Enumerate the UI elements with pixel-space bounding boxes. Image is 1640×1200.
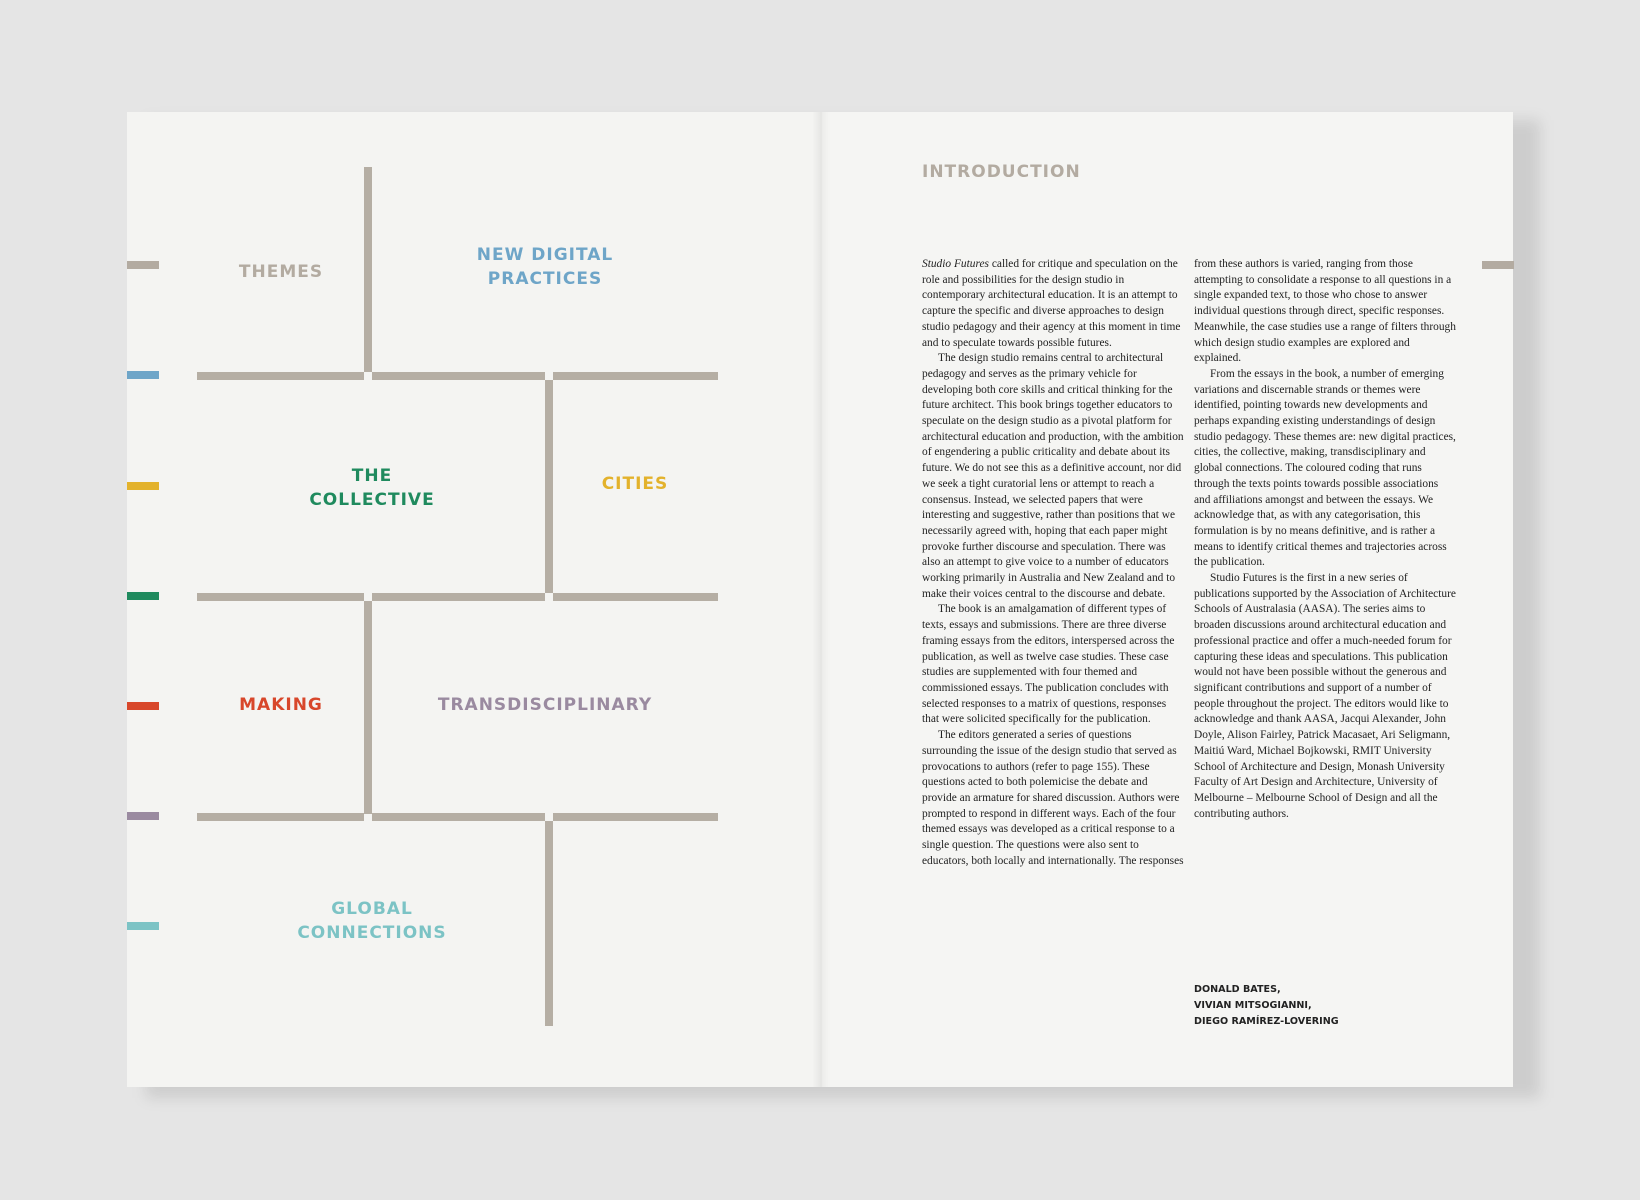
grid-vertical-line — [364, 167, 372, 372]
paragraph: The book is an amalgamation of different types of texts, essays and submissions. There are three diverse framing essays from the editors, interspersed across the publication, as well as twelve case studies. These case studies are supplemented with four themed and commissioned essays. The publication concludes with selected responses to a matrix of questions, responses that were solicited specifically for the publication. — [922, 603, 1175, 726]
tab-new-digital-practices — [127, 371, 159, 379]
grid-vertical-line — [364, 601, 372, 814]
label-new-digital-practices: NEW DIGITAL PRACTICES — [476, 245, 614, 289]
grid-horizontal-line — [372, 593, 545, 601]
tab-the-collective — [127, 592, 159, 600]
label-themes: THEMES — [238, 262, 324, 282]
grid-horizontal-line — [372, 813, 545, 821]
label-the-collective: THE COLLECTIVE — [309, 466, 435, 510]
paragraph — [922, 257, 1184, 351]
tab-global-connections — [127, 922, 159, 930]
paragraph: The editors generated a series of questions surrounding the issue of the design studio that served as provocations to authors (refer to page 155). These questions acted to both polemicise the debate and provide an armature for shared discussion. Authors were prompted to respond in different ways. Each of the four themed essays was developed as a critical response to a single question. The questions were also sent to educators, both locally and internationally. The responses — [922, 729, 1184, 867]
tab-right-edge — [1482, 261, 1514, 269]
text-column-1 — [922, 257, 1184, 869]
signature-line: DONALD BATES, — [1194, 984, 1281, 995]
page-title: INTRODUCTION — [922, 162, 1081, 182]
paragraph: Studio Futures is the first in a new series of publications supported by the Association of Architecture Schools of Australasia (AASA). The series aims to broaden discussions around architectural education and professional practice and offer a much-needed forum for capturing these ideas and speculations. This publication would not have been possible without the generous and significant contributions and support of a number of people throughout the project. The editors would like to acknowledge and thank AASA, Jacqui Alexander, John Doyle, Alison Fairley, Patrick Macasaet, Ari Seligmann, Maitiú Ward, Michael Bojkowski, RMIT University School of Architecture and Design, Monash University Faculty of Art Design and Architecture, University of Melbourne – Melbourne School of Design and all the contributing authors. — [1194, 572, 1456, 820]
editors-signature — [1194, 982, 1339, 1030]
label-transdisciplinary: TRANSDISCIPLINARY — [437, 695, 653, 715]
book-title-italic: Studio Futures — [922, 258, 989, 270]
book-gutter — [812, 112, 830, 1087]
tab-making — [127, 702, 159, 710]
grid-horizontal-line — [197, 593, 364, 601]
paragraph-text: called for critique and speculation on the role and possibilities for the design studio in contemporary architectural education. It is an attempt to capture the specific and diverse approaches to design studio pedagogy and their agency at this moment in time and to speculate towards possible futures. — [922, 258, 1181, 349]
label-cities: CITIES — [601, 474, 669, 494]
grid-vertical-line — [545, 380, 553, 593]
grid-horizontal-line — [197, 813, 364, 821]
paragraph: The design studio remains central to architectural pedagogy and serves as the primary vehicle for developing both core skills and critical thinking for the future architect. This book brings together educators to speculate on the design studio as a pivotal platform for architectural education and production, with the ambition of engendering a public criticality and debate about its future. We do not see this as a definitive account, nor did we seek a tight curatorial lens or attempt to reach a consensus. Instead, we selected papers that were interesting and suggestive, rather than positions that we necessarily agreed with, hoping that each paper might provoke further discourse and speculation. There was also an attempt to give voice to a number of educators working primarily in Australia and New Zealand and to make their voices central to the discourse and debate. — [922, 352, 1184, 600]
grid-horizontal-line — [553, 593, 718, 601]
paragraph: from these authors is varied, ranging from those attempting to consolidate a response to all questions in a single expanded text, to those who chose to answer individual questions through direct, specific responses. Meanwhile, the case studies use a range of filters through which design studio examples are explored and explained. — [1194, 258, 1456, 365]
grid-horizontal-line — [372, 372, 545, 380]
text-column-2 — [1194, 257, 1456, 822]
grid-horizontal-line — [553, 813, 718, 821]
signature-line: DIEGO RAMÍREZ-LOVERING — [1194, 1016, 1339, 1027]
grid-horizontal-line — [197, 372, 364, 380]
grid-horizontal-line — [553, 372, 718, 380]
tab-cities — [127, 482, 159, 490]
tab-themes — [127, 261, 159, 269]
label-making: MAKING — [239, 695, 323, 715]
label-global-connections: GLOBAL CONNECTIONS — [297, 899, 447, 943]
grid-vertical-line — [545, 821, 553, 1026]
tab-transdisciplinary — [127, 812, 159, 820]
paragraph: From the essays in the book, a number of emerging variations and discernable strands or themes were identified, pointing towards new developments and perhaps expanding existing understandings of design studio pedagogy. These themes are: new digital practices, cities, the collective, making, transdisciplinary and global connections. The coloured coding that runs through the texts points towards possible associations and affiliations amongst and between the essays. We acknowledge that, as with any categorisation, this formulation is by no means definitive, and is rather a means to identify critical themes and trajectories across the publication. — [1194, 367, 1456, 569]
signature-line: VIVIAN MITSOGIANNI, — [1194, 1000, 1312, 1011]
